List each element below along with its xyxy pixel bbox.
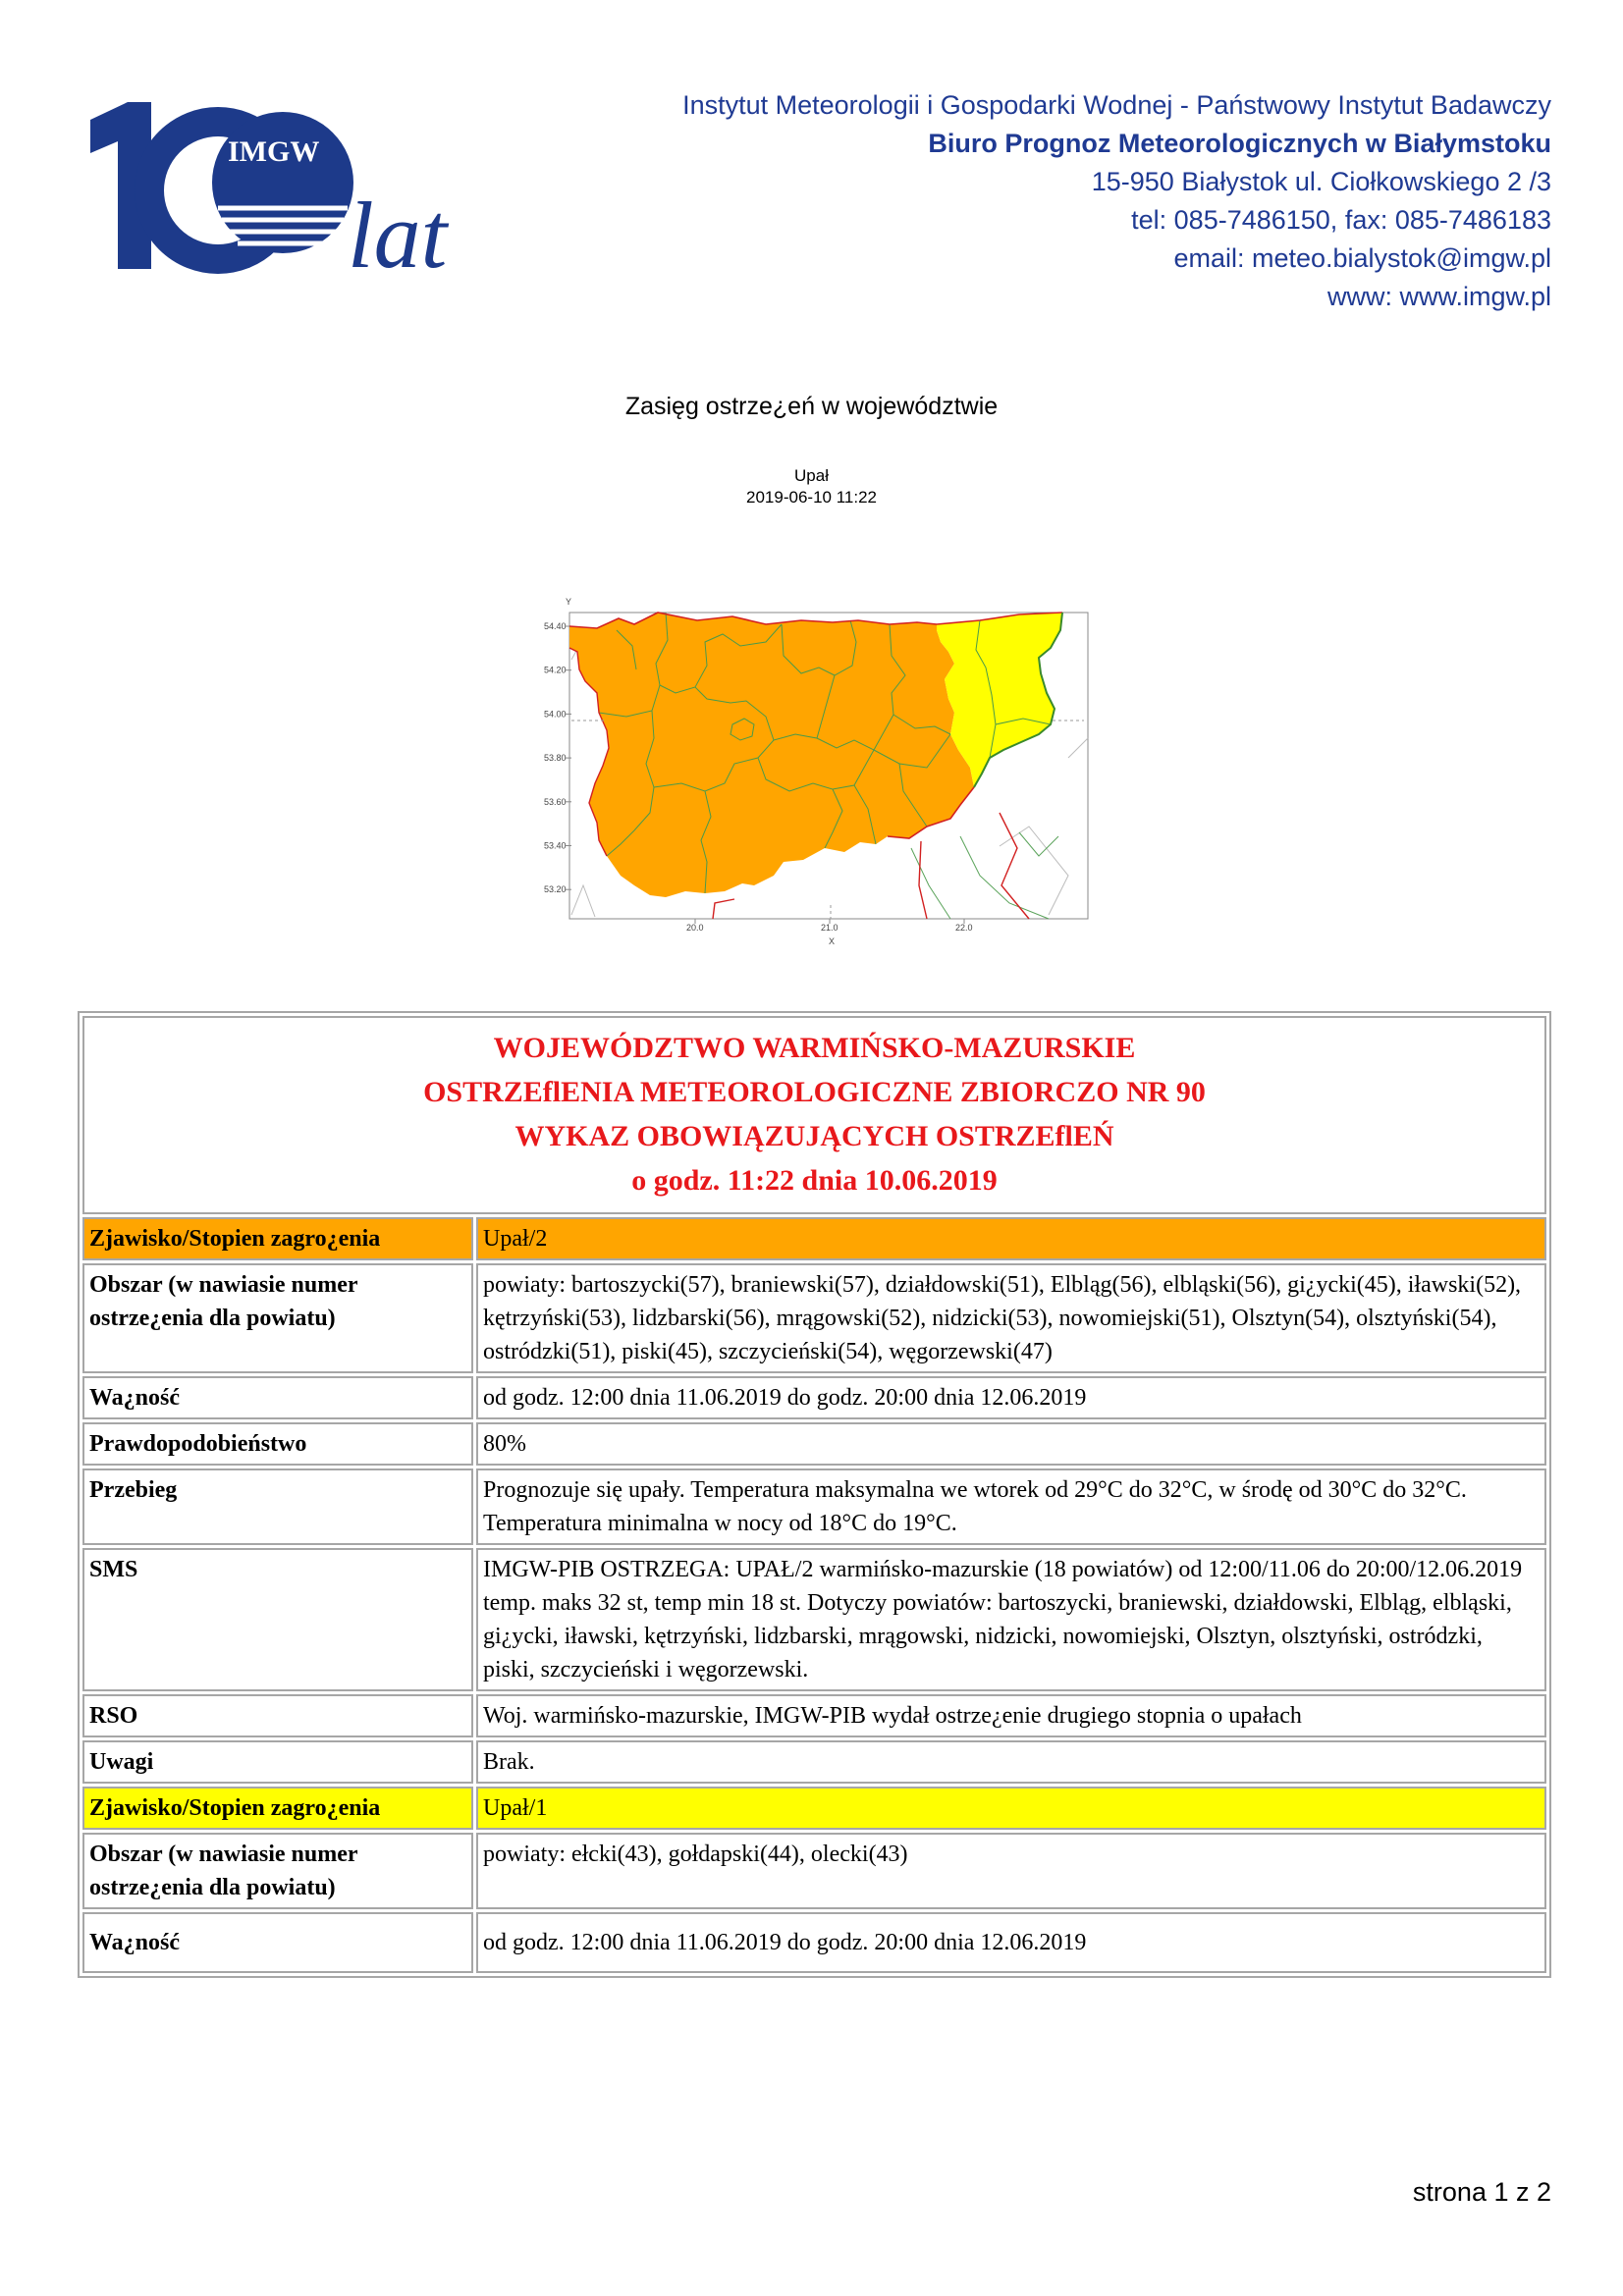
- row-label: Obszar (w nawiasie numer ostrze¿enia dla powiatu): [82, 1263, 473, 1373]
- y-tick-label: 53.80: [544, 753, 567, 764]
- table-row-level2-validity: [82, 1376, 1546, 1419]
- warning-area-map: [538, 591, 1098, 958]
- row-label: Wa¿ność: [82, 1376, 473, 1419]
- y-tick-labels: [544, 621, 571, 894]
- table-row-level1-area: [82, 1833, 1546, 1909]
- table-row-level2-probability: [82, 1422, 1546, 1466]
- level2-probability-value: 80%: [476, 1422, 1546, 1466]
- level2-rso-value: Woj. warmińsko-mazurskie, IMGW-PIB wydał ostrze¿enie drugiego stopnia o upałach: [476, 1694, 1546, 1737]
- page-number: strona 1 z 2: [1412, 2177, 1551, 2207]
- office-address: 15-950 Białystok ul. Ciołkowskiego 2 /3: [1091, 167, 1551, 196]
- row-label: Zjawisko/Stopien zagro¿enia: [82, 1217, 473, 1260]
- x-tick-labels: [686, 919, 973, 933]
- row-label: RSO: [82, 1694, 473, 1737]
- warning-title-number: OSTRZEflENIA METEOROLOGICZNE ZBIORCZO NR 90: [423, 1076, 1206, 1108]
- level2-notes-value: Brak.: [476, 1740, 1546, 1784]
- institute-name: Instytut Meteorologii i Gospodarki Wodnej - Państwowy Instytut Badawczy: [682, 90, 1551, 120]
- row-label: Prawdopodobieństwo: [82, 1422, 473, 1466]
- row-label: Wa¿ność: [82, 1912, 473, 1973]
- level2-sms-value: IMGW-PIB OSTRZEGA: UPAŁ/2 warmińsko-mazurskie (18 powiatów) od 12:00/11.06 do 20:00/12.06.2019 temp. maks 32 st, temp min 18 st. Dotyczy powiatów: bartoszycki, braniewski, działdowski, Elbląg, elbląski, gi¿ycki, iławski, kętrzyński, lidzbarski, mrągowski, nidzicki, nowomiejski, Olsztyn, olsztyński, ostródzki, piski, szczycieński i węgorzewski.: [476, 1548, 1546, 1691]
- warning-title: [82, 1016, 1546, 1214]
- y-tick-label: 54.20: [544, 665, 567, 675]
- office-name: Biuro Prognoz Meteorologicznych w Białymstoku: [928, 129, 1551, 158]
- table-row-level2-sms: [82, 1548, 1546, 1691]
- office-email[interactable]: email: meteo.bialystok@imgw.pl: [1173, 243, 1551, 273]
- y-axis-label: Y: [566, 597, 572, 607]
- row-label: Obszar (w nawiasie numer ostrze¿enia dla powiatu): [82, 1833, 473, 1909]
- table-row-level2-area: [82, 1263, 1546, 1373]
- x-tick-label: 21.0: [821, 923, 839, 933]
- imgw-100-lat-logo: [90, 102, 503, 289]
- table-row-level2-course: [82, 1468, 1546, 1545]
- level1-validity-value: od godz. 12:00 dnia 11.06.2019 do godz. 20:00 dnia 12.06.2019: [476, 1912, 1546, 1973]
- map-heading: Zasięg ostrze¿eń w województwie: [624, 393, 999, 420]
- table-row-level2-rso: [82, 1694, 1546, 1737]
- row-label: SMS: [82, 1548, 473, 1691]
- level2-phenomenon-value: Upał/2: [476, 1217, 1546, 1260]
- table-row-level1-validity: [82, 1912, 1546, 1973]
- svg-text:IMGW: IMGW: [228, 135, 320, 168]
- office-phone: tel: 085-7486150, fax: 085-7486183: [1131, 205, 1551, 235]
- level2-validity-value: od godz. 12:00 dnia 11.06.2019 do godz. 20:00 dnia 12.06.2019: [476, 1376, 1546, 1419]
- y-tick-label: 53.20: [544, 884, 567, 895]
- warning-table: [78, 1011, 1551, 1978]
- warning-title-region: WOJEWÓDZTWO WARMIŃSKO-MAZURSKIE: [493, 1032, 1136, 1064]
- institute-contact-block: [682, 86, 1551, 316]
- row-label: Zjawisko/Stopien zagro¿enia: [82, 1787, 473, 1830]
- y-tick-label: 53.40: [544, 840, 567, 851]
- row-label: Przebieg: [82, 1468, 473, 1545]
- x-axis-label: X: [829, 936, 836, 946]
- level2-course-value: Prognozuje się upały. Temperatura maksymalna we wtorek od 29°C do 32°C, w środę od 30°C do 32°C. Temperatura minimalna w nocy od 18°C do 19°C.: [476, 1468, 1546, 1545]
- map-subtitle: [0, 465, 1623, 508]
- table-row-level2-phenomenon: [82, 1217, 1546, 1260]
- level1-phenomenon-value: Upał/1: [476, 1787, 1546, 1830]
- level1-area-value: powiaty: ełcki(43), gołdapski(44), olecki(43): [476, 1833, 1546, 1909]
- map-phenomenon: Upał: [794, 466, 829, 485]
- y-tick-label: 53.60: [544, 796, 567, 807]
- svg-text:lat: lat: [348, 183, 448, 288]
- warning-title-datetime: o godz. 11:22 dnia 10.06.2019: [631, 1164, 998, 1197]
- y-tick-label: 54.40: [544, 621, 567, 631]
- table-row-level2-notes: [82, 1740, 1546, 1784]
- warning-title-list: WYKAZ OBOWIĄZUJĄCYCH OSTRZEflEŃ: [514, 1120, 1114, 1152]
- x-tick-label: 20.0: [686, 923, 704, 933]
- table-row-level1-phenomenon: [82, 1787, 1546, 1830]
- row-label: Uwagi: [82, 1740, 473, 1784]
- y-tick-label: 54.00: [544, 709, 567, 720]
- x-tick-label: 22.0: [955, 923, 973, 933]
- map-datetime: 2019-06-10 11:22: [746, 488, 877, 507]
- office-website[interactable]: www: www.imgw.pl: [1326, 282, 1551, 311]
- level2-area-value: powiaty: bartoszycki(57), braniewski(57), działdowski(51), Elbląg(56), elbląski(56), gi¿ycki(45), iławski(52), kętrzyński(53), lidzbarski(56), mrągowski(52), nidzicki(53), nowomiejski(51), Olsztyn(54), olsztyński(54), ostródzki(51), piski(45), szczycieński(54), węgorzewski(47): [476, 1263, 1546, 1373]
